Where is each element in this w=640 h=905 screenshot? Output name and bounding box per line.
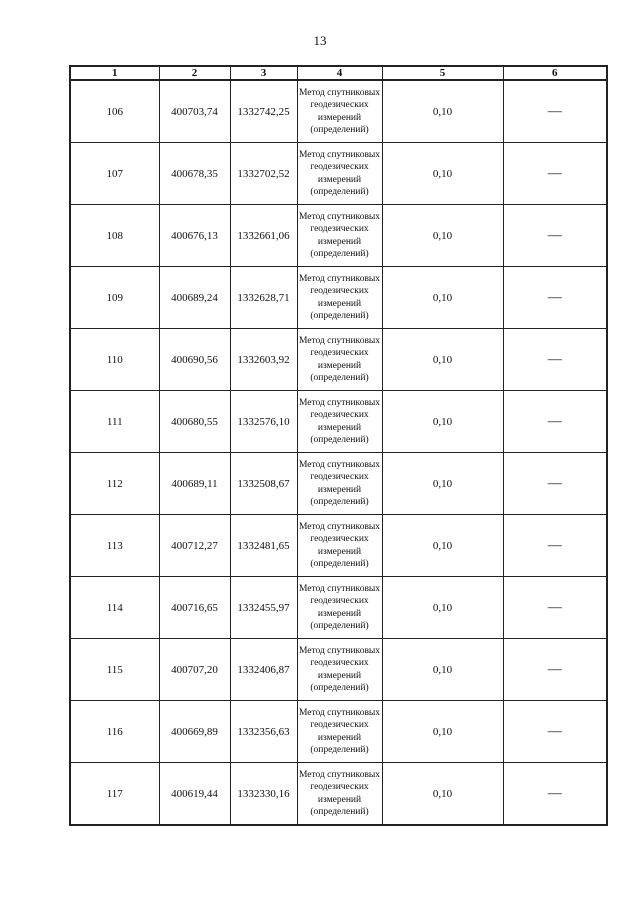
method-cell: Метод спутниковых геодезических измерений (определений)	[297, 205, 382, 267]
point-number-cell: 110	[70, 329, 159, 391]
coordinate-x-cell: 400707,20	[159, 639, 230, 701]
coordinate-x-cell: 400689,11	[159, 453, 230, 515]
method-cell: Метод спутниковых геодезических измерений (определений)	[297, 80, 382, 143]
coordinate-x-cell: 400712,27	[159, 515, 230, 577]
coordinate-y-cell: 1332356,63	[230, 701, 297, 763]
description-cell: —	[503, 515, 607, 577]
description-cell: —	[503, 577, 607, 639]
table-row	[70, 143, 607, 205]
table-row	[70, 763, 607, 826]
coordinate-x-cell: 400690,56	[159, 329, 230, 391]
header-col-2: 2	[159, 66, 230, 80]
table-row	[70, 329, 607, 391]
point-number-cell: 109	[70, 267, 159, 329]
coordinate-x-cell: 400676,13	[159, 205, 230, 267]
description-cell: —	[503, 205, 607, 267]
header-col-3: 3	[230, 66, 297, 80]
method-cell: Метод спутниковых геодезических измерений (определений)	[297, 453, 382, 515]
description-cell: —	[503, 267, 607, 329]
page-number: 13	[313, 33, 327, 48]
coordinate-x-cell: 400703,74	[159, 80, 230, 143]
accuracy-cell: 0,10	[382, 391, 503, 453]
coordinate-x-cell: 400680,55	[159, 391, 230, 453]
header-col-4: 4	[297, 66, 382, 80]
table-row	[70, 453, 607, 515]
description-cell: —	[503, 701, 607, 763]
method-cell: Метод спутниковых геодезических измерений (определений)	[297, 763, 382, 826]
point-number-cell: 108	[70, 205, 159, 267]
table-row	[70, 80, 607, 143]
point-number-cell: 111	[70, 391, 159, 453]
table-row	[70, 515, 607, 577]
point-number-cell: 112	[70, 453, 159, 515]
method-cell: Метод спутниковых геодезических измерений (определений)	[297, 639, 382, 701]
coordinate-y-cell: 1332576,10	[230, 391, 297, 453]
coordinates-table	[69, 65, 608, 826]
coordinate-y-cell: 1332330,16	[230, 763, 297, 826]
coordinate-y-cell: 1332508,67	[230, 453, 297, 515]
coordinate-y-cell: 1332742,25	[230, 80, 297, 143]
point-number-cell: 107	[70, 143, 159, 205]
method-cell: Метод спутниковых геодезических измерений (определений)	[297, 701, 382, 763]
method-cell: Метод спутниковых геодезических измерений (определений)	[297, 577, 382, 639]
accuracy-cell: 0,10	[382, 453, 503, 515]
table-row	[70, 701, 607, 763]
table-row	[70, 639, 607, 701]
coordinate-x-cell: 400678,35	[159, 143, 230, 205]
table-row	[70, 205, 607, 267]
coordinate-y-cell: 1332628,71	[230, 267, 297, 329]
description-cell: —	[503, 763, 607, 826]
point-number-cell: 116	[70, 701, 159, 763]
point-number-cell: 106	[70, 80, 159, 143]
accuracy-cell: 0,10	[382, 639, 503, 701]
table-row	[70, 267, 607, 329]
table-row	[70, 391, 607, 453]
accuracy-cell: 0,10	[382, 329, 503, 391]
header-col-6: 6	[503, 66, 607, 80]
accuracy-cell: 0,10	[382, 577, 503, 639]
header-row	[70, 66, 607, 80]
description-cell: —	[503, 391, 607, 453]
coordinate-y-cell: 1332661,06	[230, 205, 297, 267]
method-cell: Метод спутниковых геодезических измерений (определений)	[297, 267, 382, 329]
coordinate-y-cell: 1332406,87	[230, 639, 297, 701]
coordinate-x-cell: 400689,24	[159, 267, 230, 329]
point-number-cell: 117	[70, 763, 159, 826]
accuracy-cell: 0,10	[382, 701, 503, 763]
accuracy-cell: 0,10	[382, 267, 503, 329]
point-number-cell: 113	[70, 515, 159, 577]
point-number-cell: 114	[70, 577, 159, 639]
coordinate-y-cell: 1332702,52	[230, 143, 297, 205]
method-cell: Метод спутниковых геодезических измерений (определений)	[297, 143, 382, 205]
accuracy-cell: 0,10	[382, 515, 503, 577]
coordinate-x-cell: 400619,44	[159, 763, 230, 826]
method-cell: Метод спутниковых геодезических измерений (определений)	[297, 329, 382, 391]
accuracy-cell: 0,10	[382, 763, 503, 826]
coordinate-y-cell: 1332603,92	[230, 329, 297, 391]
coordinate-y-cell: 1332455,97	[230, 577, 297, 639]
accuracy-cell: 0,10	[382, 143, 503, 205]
description-cell: —	[503, 329, 607, 391]
description-cell: —	[503, 453, 607, 515]
description-cell: —	[503, 80, 607, 143]
accuracy-cell: 0,10	[382, 205, 503, 267]
coordinate-x-cell: 400716,65	[159, 577, 230, 639]
description-cell: —	[503, 639, 607, 701]
method-cell: Метод спутниковых геодезических измерений (определений)	[297, 391, 382, 453]
description-cell: —	[503, 143, 607, 205]
coordinate-y-cell: 1332481,65	[230, 515, 297, 577]
coordinate-x-cell: 400669,89	[159, 701, 230, 763]
accuracy-cell: 0,10	[382, 80, 503, 143]
header-col-1: 1	[70, 66, 159, 80]
table-body	[70, 80, 607, 825]
method-cell: Метод спутниковых геодезических измерений (определений)	[297, 515, 382, 577]
table-row	[70, 577, 607, 639]
header-col-5: 5	[382, 66, 503, 80]
point-number-cell: 115	[70, 639, 159, 701]
